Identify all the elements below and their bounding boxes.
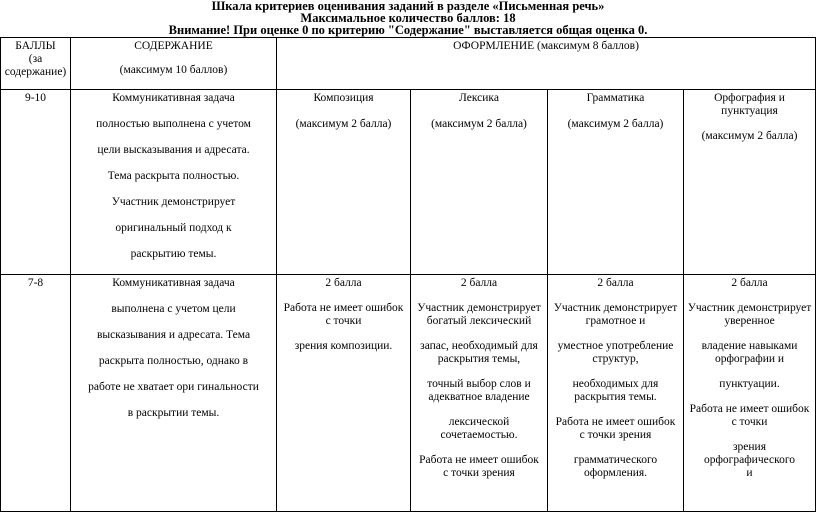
header-format-cell xyxy=(277,38,816,90)
row2-spelling-line: и xyxy=(746,467,753,479)
table-row xyxy=(1,90,816,275)
row2-lexis xyxy=(411,275,548,512)
row2-spelling-line: владение навыками xyxy=(701,340,798,352)
row2-lexis-line: богатый лексический xyxy=(426,315,532,327)
row2-spelling-line: зрения орфографического xyxy=(703,441,796,466)
row2-lexis-line: лексической xyxy=(448,416,510,428)
row2-spelling-line: уверенное xyxy=(724,315,775,327)
header-content-title: СОДЕРЖАНИЕ xyxy=(134,40,213,52)
row1-spelling-line: Орфография и xyxy=(714,92,785,104)
row2-score-text: 7-8 xyxy=(27,277,44,289)
row1-spelling-line: (максимум 2 балла) xyxy=(701,130,798,142)
row2-spelling-line: орфографии и xyxy=(714,353,785,365)
row2-content-line: выполнена с учетом цели xyxy=(111,303,236,315)
row2-grammar-line: Работа не имеет ошибок xyxy=(555,416,676,428)
row1-content-line: Коммуникативная задача xyxy=(112,92,235,104)
row1-lexis-line: (максимум 2 балла) xyxy=(431,118,527,130)
row2-score xyxy=(1,275,71,512)
header-scores-line: БАЛЛЫ xyxy=(15,40,56,52)
row1-content-line: цели высказывания и адресата. xyxy=(97,144,250,156)
row2-content-line: Коммуникативная задача xyxy=(112,277,235,289)
row1-score-text: 9-10 xyxy=(24,92,47,104)
max-score-line: Максимальное количество баллов: 18 xyxy=(300,11,516,25)
row2-grammar-line: с точки зрения xyxy=(579,429,652,441)
row2-content-line: раскрыта полностью, однако в xyxy=(98,355,249,367)
row1-grammar-line: Грамматика xyxy=(586,92,645,104)
row1-spelling-line: пунктуация xyxy=(721,105,778,117)
row1-grammar-line: (максимум 2 балла) xyxy=(567,118,664,130)
row1-lexis-line: Лексика xyxy=(459,92,499,104)
header-format-title: ОФОРМЛЕНИЕ (максимум 8 баллов) xyxy=(453,40,639,52)
row2-grammar-line: раскрытия темы. xyxy=(574,391,657,403)
row2-lexis-line: 2 балла xyxy=(460,277,498,289)
row1-composition xyxy=(277,90,411,275)
criteria-table xyxy=(0,37,816,512)
row1-content-line: Тема раскрыта полностью. xyxy=(107,170,240,182)
header-scores-cell xyxy=(1,38,71,90)
row2-lexis-line: запас, необходимый для xyxy=(420,340,538,352)
row1-content-line: раскрытию темы. xyxy=(130,248,217,260)
row1-grammar xyxy=(548,90,684,275)
row2-spelling xyxy=(684,275,816,512)
row2-composition-line: 2 балла xyxy=(325,277,362,289)
header-scores-line: содержание) xyxy=(4,66,67,78)
row2-content xyxy=(71,275,277,512)
row2-spelling-line: Участник демонстрирует xyxy=(687,302,812,314)
row2-lexis-line: адекватное владение xyxy=(428,391,530,403)
row1-composition-line: Композиция xyxy=(313,92,374,104)
row2-grammar-line: оформления. xyxy=(583,467,648,479)
header-scores-line: (за xyxy=(28,53,43,65)
header-content-sub: (максимум 10 баллов) xyxy=(119,64,228,76)
row2-lexis-line: сочетаемостью. xyxy=(440,429,518,441)
row2-lexis-line: Участник демонстрирует xyxy=(417,302,541,314)
row2-content-line: высказывания и адресата. Тема xyxy=(96,329,251,341)
row1-composition-line: (максимум 2 балла) xyxy=(295,118,392,130)
page-title: Шкала критериев оценивания заданий в разделе «Письменная речь» xyxy=(211,0,605,13)
row2-lexis-line: точный выбор слов и xyxy=(427,378,531,390)
row1-score xyxy=(1,90,71,275)
table-row xyxy=(1,275,816,512)
row2-composition-line: зрения композиции. xyxy=(294,340,393,352)
row2-composition-line: Работа не имеет ошибок xyxy=(283,302,404,314)
row1-spelling xyxy=(684,90,816,275)
row2-composition-line: с точки xyxy=(325,315,362,327)
row2-lexis-line: раскрытия темы, xyxy=(437,353,521,365)
row2-content-line: работе не хватает ори гинальности xyxy=(88,381,259,393)
row2-lexis-line: с точки зрения xyxy=(443,467,515,479)
row2-spelling-line: Работа не имеет ошибок xyxy=(689,403,810,415)
row2-grammar-line: необходимых для xyxy=(572,378,659,390)
header-content-cell xyxy=(71,38,277,90)
row1-content-line: полностью выполнена с учетом xyxy=(96,118,251,130)
row2-grammar-line: уместное употребление xyxy=(557,340,674,352)
row2-grammar-line: 2 балла xyxy=(597,277,634,289)
row1-content xyxy=(71,90,277,275)
row2-lexis-line: Работа не имеет ошибок xyxy=(419,454,539,466)
table-header-row xyxy=(1,38,816,90)
row2-spelling-line: 2 балла xyxy=(731,277,768,289)
row1-content-line: Участник демонстрирует xyxy=(111,196,236,208)
row2-grammar-line: структур, xyxy=(592,353,639,365)
row2-spelling-line: с точки xyxy=(731,416,768,428)
row2-spelling-line: пунктуации. xyxy=(719,378,780,390)
row2-grammar-line: грамматического xyxy=(573,454,658,466)
row2-composition xyxy=(277,275,411,512)
warning-line: Внимание! При оценке 0 по критерию "Содержание" выставляется общая оценка 0. xyxy=(168,23,648,37)
row2-grammar-line: грамотное и xyxy=(585,315,646,327)
row1-lexis xyxy=(411,90,548,275)
row1-content-line: оригинальный подход к xyxy=(115,222,232,234)
row2-content-line: в раскрытии темы. xyxy=(127,407,220,419)
row2-grammar-line: Участник демонстрирует xyxy=(553,302,678,314)
row2-grammar xyxy=(548,275,684,512)
